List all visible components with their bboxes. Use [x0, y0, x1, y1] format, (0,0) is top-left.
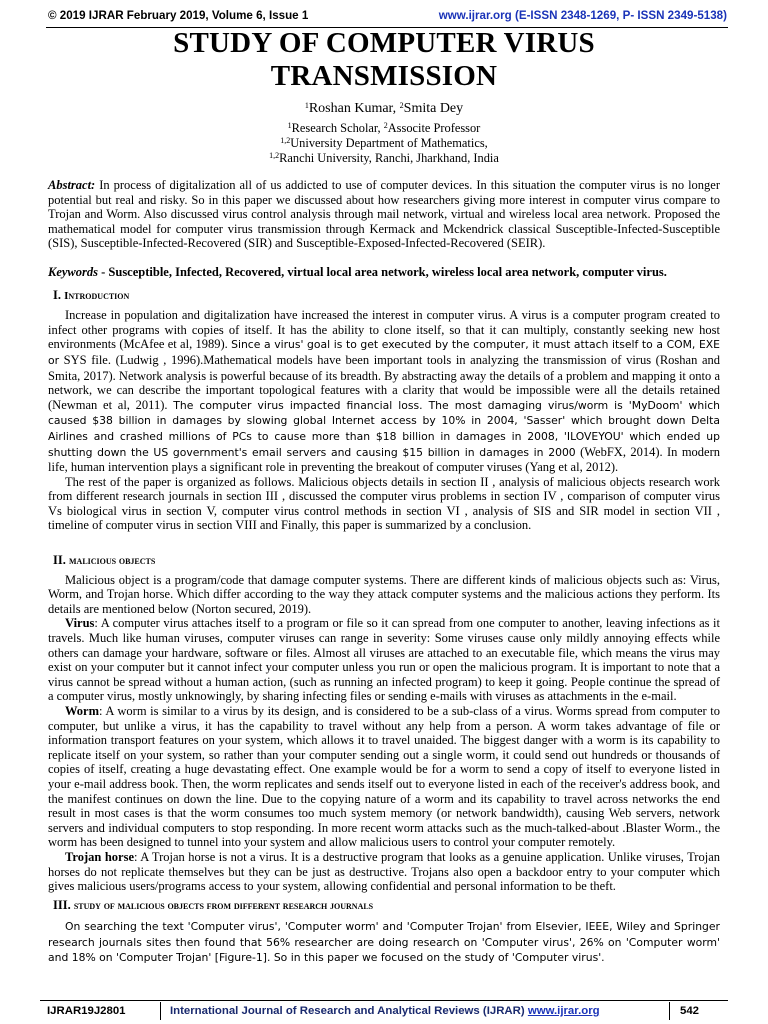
footer-separator [669, 1002, 670, 1020]
worm-paragraph [48, 704, 720, 850]
virus-label: Virus [65, 616, 95, 631]
section-title: malicious objects [68, 555, 156, 568]
affiliation-text: Ranchi University, Ranchi, Jharkhand, India [279, 151, 499, 166]
header-issn: (E-ISSN 2348-1269, P- ISSN 2349-5138) [514, 9, 727, 22]
keywords-label: Keywords [48, 264, 98, 279]
paragraph-text: Since a virus' goal is to get executed by the computer, it must attach itself to a COM, EXE or [48, 338, 721, 367]
footer-journal [170, 1005, 600, 1017]
section-number: III. [53, 897, 74, 912]
affiliation-text: University Department of Mathematics, [290, 136, 488, 151]
keywords [48, 265, 720, 280]
journals-paragraph: On searching the text 'Computer virus', 'Computer worm' and 'Computer Trojan' from Elsevier, IEEE, Wiley and Springer research journals sites then found that 56% researcher are doing research on 'Computer virus', 26% on 'Computer worm' and 18% on 'Computer Trojan' [Figure-1]. So in this paper we focused on the study of 'Computer virus'. [48, 920, 720, 965]
affiliation-mark: 1,2 [280, 136, 291, 146]
title-line-1: STUDY OF COMPUTER VIRUS [173, 27, 595, 59]
footer-journal-name: International Journal of Research and Analytical Reviews (IJRAR) [170, 1005, 528, 1017]
header-copyright: © 2019 IJRAR February 2019, Volume 6, Issue 1 [48, 9, 309, 22]
affiliation-mark: 1 [287, 121, 292, 130]
paragraph-text: (WebFX, 2014). In modern life, human intervention plays a significant role in preventing the breakout of computer viruses (Yang et al, 2012). [48, 444, 720, 475]
worm-text: : A worm is similar to a virus by its design, and is considered to be a sub-class of a virus. Worms spread from computer to computer, but unlike a virus, it has the capability to travel without any help from a person. A worm takes advantage of file or information transport features on your system, which allows it to travel unaided. The biggest danger with a worm is its capability to replicate itself on your system, so rather than your computer sending out a single worm, it could send out hundreds or thousands of copies of itself, creating a huge devastating effect. One example would be for a worm to send a copy of itself to everyone listed in your e-mail address book. Then, the worm replicates and sends itself out to everyone listed in each of the receiver's address book, and the manifest continues on down the line. Due to the copying nature of a worm and its capability to travel across networks the end result in most cases is that the worm consumes too much system memory (or network bandwidth), causing Web servers, network servers and individual computers to stop responding. In more recent worm attacks such as the much-talked-about .Blaster Worm., the worm has been designed to tunnel into your system and allow malicious users to control your computer remotely. [48, 704, 720, 850]
abstract-label: Abstract: [48, 178, 96, 192]
malicious-paragraph-1: Malicious object is a program/code that damage computer systems. There are different kinds of malicious objects such as: Virus, Worm, and Trojan horse. Which differ according to the way they attack computer systems and the malicious actions they perform. Its details are mentioned below (Norton secured, 2019). [48, 572, 720, 616]
footer-separator [160, 1002, 161, 1020]
affiliation-text: Research Scholar, [291, 121, 384, 135]
paragraph-text: The computer virus impacted financial loss. The most damaging virus/worm is 'MyDoom' which caused $38 billion in damages by slowing global Internet access by 10% in 2004, 'Sasser' which brought down Delta Airlines and crashed millions of PCs to cause more than $18 billion in damages in 2008, 'ILOVEYOU' which ended up shutting down the US government's email servers and causing $15 billion in damages in 2000 [48, 398, 720, 459]
trojan-label: Trojan horse [65, 849, 134, 864]
section-heading-introduction [53, 288, 720, 304]
author-2: Smita Dey [403, 101, 464, 116]
affiliation-line [40, 136, 728, 151]
affiliation-text: Associte Professor [387, 121, 481, 135]
section-number: I. [53, 287, 65, 302]
virus-text: : A computer virus attaches itself to a program or file so it can spread from one computer to another, leaving infections as it travels. Much like human viruses, computer viruses can range in severity: Some viruses cause only mildly annoying effects while others can damage your hardware, software or files. Almost all viruses are attached to an executable file, which means the virus may exist on your computer but it cannot infect your computer unless you run or open the malicious program. It is important to note that a virus cannot be spread without a human action, (such as running an infected program) to keep it going. People continue the spread of a computer virus, mostly unknowingly, by sharing infecting files or sending e-mails with viruses as attachments in the e-mail. [48, 616, 720, 704]
section-heading-research-journals [53, 898, 720, 914]
author-2-mark: 2 [399, 101, 404, 110]
author-list [40, 101, 728, 117]
page-number: 542 [680, 1005, 700, 1017]
affiliation-line [40, 121, 728, 136]
section-number: II. [53, 553, 69, 568]
abstract [48, 178, 720, 251]
running-header [0, 8, 768, 24]
footer-divider [40, 1000, 728, 1001]
header-right [439, 9, 727, 22]
paragraph-text: SYS file. (Ludwig , 1996).Mathematical models have been important tools in analyzing the transmission of virus (Roshan and Smita, 2017). Network analysis is powerful because of its breadth. By abstracting away the details of a problem and mapping it onto a network, we can describe the important topological features with a clarity that would be impossible were all the details retained (Newman et al, 2011). [48, 352, 720, 412]
affiliation-mark: 2 [383, 121, 388, 130]
keywords-text: - Susceptible, Infected, Recovered, virtual local area network, wireless local area network, computer virus. [98, 264, 667, 279]
author-1-mark: 1 [304, 101, 309, 110]
virus-paragraph [48, 616, 720, 704]
trojan-paragraph [48, 850, 720, 894]
intro-paragraph-2: The rest of the paper is organized as follows. Malicious objects details in section II , analysis of malicious objects research work from different research journals in section III , discussed the computer virus problems in section IV , comparison of computer virus Vs biological virus in section V, computer virus control methods in section VI , analysis of SIS and SIR model in section VII , timeline of computer virus in section VIII and Finally, this paper is summarized by a conclusion. [48, 474, 720, 533]
trojan-text: : A Trojan horse is not a virus. It is a destructive program that looks as a genuine application. Unlike viruses, Trojan horses do not replicate themselves but they can be just as destructive. Trojans also open a backdoor entry to your computer which gives malicious users/programs access to your system, allowing confidential and personal information to be theft. [48, 849, 720, 894]
footer-paper-id: IJRAR19J2801 [47, 1005, 126, 1017]
abstract-text: In process of digitalization all of us addicted to use of computer devices. In this situation the computer virus is no longer potential but real and risky. So in this paper we discussed about how researchers giving more interest in computer virus compare to Trojan and Worm. Also discussed virus control analysis through mail network, virtual and wireless local area network. Proposed the mathematical model for computer virus transmission through Kermack and Mckendrick classical Susceptible-Infected-Susceptible (SIS), Susceptible-Infected-Recovered (SIR) and Susceptible-Exposed-Infected-Recovered (SEIR). [48, 178, 720, 251]
affiliations [40, 121, 728, 167]
affiliation-line [40, 151, 728, 166]
section-heading-malicious-objects [53, 553, 720, 569]
intro-paragraph-1 [48, 308, 720, 475]
title-line-2: TRANSMISSION [270, 60, 498, 92]
header-url-link[interactable]: www.ijrar.org [438, 9, 512, 22]
author-1: Roshan Kumar, [308, 101, 400, 116]
paragraph-text: Increase in population and digitalization have increased the interest in computer virus. A virus is a computer program created to infect other programs with copies of itself. It has the ability to clone itself, so that it can multiply, constantly seeking new host environments (McAfee et al, 1989). [48, 308, 720, 352]
affiliation-mark: 1,2 [269, 151, 280, 161]
footer-url-link[interactable]: www.ijrar.org [527, 1005, 600, 1017]
section-title: study of malicious objects from different research journals [73, 899, 374, 912]
paper-title [40, 27, 728, 93]
worm-label: Worm [65, 704, 100, 718]
page-footer [0, 1000, 768, 1022]
paper-body [48, 178, 720, 966]
section-title: Introduction [64, 289, 130, 302]
